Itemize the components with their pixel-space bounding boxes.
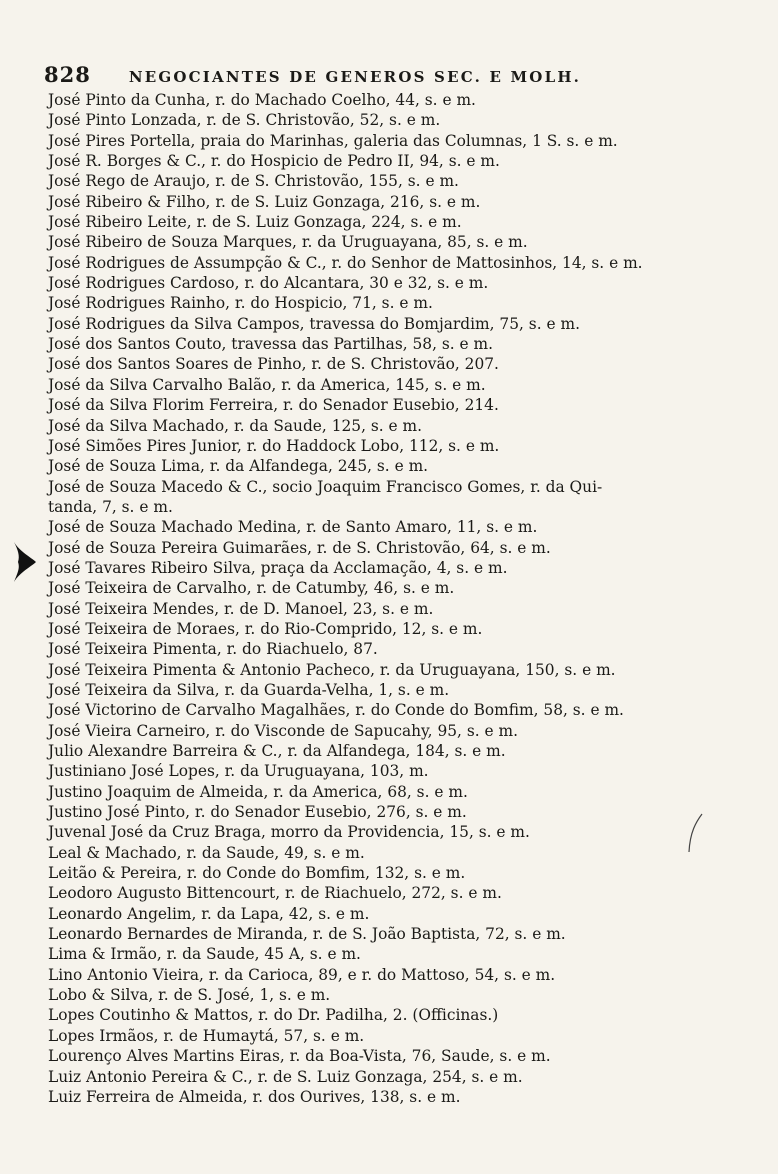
list-item: José Tavares Ribeiro Silva, praça da Acclamação, 4, s. e m. bbox=[48, 558, 508, 577]
list-item: José Pinto Lonzada, r. de S. Christovão, 52, s. e m. bbox=[48, 111, 441, 130]
list-item: José Rodrigues de Assumpção & C., r. do Senhor de Mattosinhos, 14, s. e m. bbox=[48, 253, 643, 272]
list-item-line: José de Souza Macedo & C., socio Joaquim Francisco Gomes, r. da Qui- bbox=[48, 477, 603, 496]
list-item: José Teixeira Mendes, r. de D. Manoel, 23, s. e m. bbox=[48, 599, 434, 618]
list-item: Lopes Irmãos, r. de Humaytá, 57, s. e m. bbox=[48, 1026, 365, 1045]
manicule-pointer-mark bbox=[12, 540, 38, 584]
list-item: Julio Alexandre Barreira & C., r. da Alfandega, 184, s. e m. bbox=[48, 742, 506, 760]
list-item bbox=[48, 477, 738, 518]
list-item: Lourenço Alves Martins Eiras, r. da Boa-Vista, 76, Saude, s. e m. bbox=[48, 1047, 551, 1066]
list-item: Justiniano José Lopes, r. da Uruguayana, 103, m. bbox=[48, 762, 429, 781]
list-item: José Pinto da Cunha, r. do Machado Coelho, 44, s. e m. bbox=[48, 91, 476, 109]
list-item: Lopes Coutinho & Mattos, r. do Dr. Padilha, 2. (Officinas.) bbox=[48, 1006, 499, 1025]
list-item: Justino José Pinto, r. do Senador Eusebio, 276, s. e m. bbox=[48, 803, 467, 822]
list-item: José dos Santos Soares de Pinho, r. de S. Christovão, 207. bbox=[48, 355, 499, 374]
list-item: José dos Santos Couto, travessa das Partilhas, 58, s. e m. bbox=[48, 335, 494, 354]
list-item-continuation: tanda, 7, s. e m. bbox=[48, 497, 173, 516]
list-item: Leodoro Augusto Bittencourt, r. de Riachuelo, 272, s. e m. bbox=[48, 884, 502, 903]
list-item: José da Silva Florim Ferreira, r. do Senador Eusebio, 214. bbox=[48, 396, 499, 415]
list-item: José Teixeira de Carvalho, r. de Catumby, 46, s. e m. bbox=[48, 579, 455, 598]
list-item: José Ribeiro Leite, r. de S. Luiz Gonzaga, 224, s. e m. bbox=[48, 213, 462, 232]
list-item: Lima & Irmão, r. da Saude, 45 A, s. e m. bbox=[48, 945, 361, 964]
list-item: José Ribeiro & Filho, r. de S. Luiz Gonzaga, 216, s. e m. bbox=[48, 192, 481, 211]
list-item: José Ribeiro de Souza Marques, r. da Uruguayana, 85, s. e m. bbox=[48, 233, 528, 252]
list-item: Lobo & Silva, r. de S. José, 1, s. e m. bbox=[48, 986, 331, 1005]
list-item: Leal & Machado, r. da Saude, 49, s. e m. bbox=[48, 843, 365, 862]
list-item: José Teixeira de Moraes, r. do Rio-Comprido, 12, s. e m. bbox=[48, 619, 483, 638]
page-header bbox=[44, 62, 724, 86]
list-item: José Rodrigues da Silva Campos, travessa do Bomjardim, 75, s. e m. bbox=[48, 314, 580, 333]
list-item: José Pires Portella, praia do Marinhas, galeria das Columnas, 1 S. s. e m. bbox=[48, 131, 618, 150]
list-item: José de Souza Pereira Guimarães, r. de S. Christovão, 64, s. e m. bbox=[48, 538, 551, 557]
list-item: José Teixeira Pimenta & Antonio Pacheco, r. da Uruguayana, 150, s. e m. bbox=[48, 660, 616, 679]
list-item: José de Souza Machado Medina, r. de Santo Amaro, 11, s. e m. bbox=[48, 518, 538, 537]
list-item: José de Souza Lima, r. da Alfandega, 245, s. e m. bbox=[48, 457, 429, 476]
list-item: José Rodrigues Rainho, r. do Hospicio, 71, s. e m. bbox=[48, 294, 433, 313]
list-item: Luiz Antonio Pereira & C., r. de S. Luiz Gonzaga, 254, s. e m. bbox=[48, 1067, 523, 1086]
list-item: José R. Borges & C., r. do Hospicio de Pedro II, 94, s. e m. bbox=[48, 152, 500, 171]
list-item: José Rego de Araujo, r. de S. Christovão, 155, s. e m. bbox=[48, 172, 459, 191]
list-item: Leonardo Bernardes de Miranda, r. de S. João Baptista, 72, s. e m. bbox=[48, 925, 566, 944]
list-item: José Victorino de Carvalho Magalhães, r. do Conde do Bomfim, 58, s. e m. bbox=[48, 701, 624, 720]
list-item: Justino Joaquim de Almeida, r. da America, 68, s. e m. bbox=[48, 782, 468, 801]
running-head: NEGOCIANTES DE GENEROS SEC. E MOLH. bbox=[128, 68, 582, 86]
list-item: José Teixeira Pimenta, r. do Riachuelo, 87. bbox=[48, 640, 378, 659]
page-number: 828 bbox=[44, 62, 91, 87]
list-item: José Vieira Carneiro, r. do Visconde de Sapucahy, 95, s. e m. bbox=[48, 721, 519, 740]
merchant-list bbox=[48, 90, 738, 1107]
list-item: José Rodrigues Cardoso, r. do Alcantara, 30 e 32, s. e m. bbox=[48, 274, 489, 293]
list-item: Luiz Ferreira de Almeida, r. dos Ourives, 138, s. e m. bbox=[48, 1087, 461, 1106]
list-item: José da Silva Machado, r. da Saude, 125, s. e m. bbox=[48, 416, 423, 435]
pencil-margin-mark bbox=[686, 812, 706, 854]
list-item: Juvenal José da Cruz Braga, morro da Providencia, 15, s. e m. bbox=[48, 823, 530, 842]
list-item: Leonardo Angelim, r. da Lapa, 42, s. e m. bbox=[48, 904, 370, 923]
list-item: José Teixeira da Silva, r. da Guarda-Velha, 1, s. e m. bbox=[48, 680, 450, 699]
list-item: José da Silva Carvalho Balão, r. da America, 145, s. e m. bbox=[48, 375, 486, 394]
list-item: José Simões Pires Junior, r. do Haddock Lobo, 112, s. e m. bbox=[48, 436, 500, 455]
list-item: Lino Antonio Vieira, r. da Carioca, 89, e r. do Mattoso, 54, s. e m. bbox=[48, 965, 556, 984]
list-item: Leitão & Pereira, r. do Conde do Bomfim, 132, s. e m. bbox=[48, 864, 466, 883]
